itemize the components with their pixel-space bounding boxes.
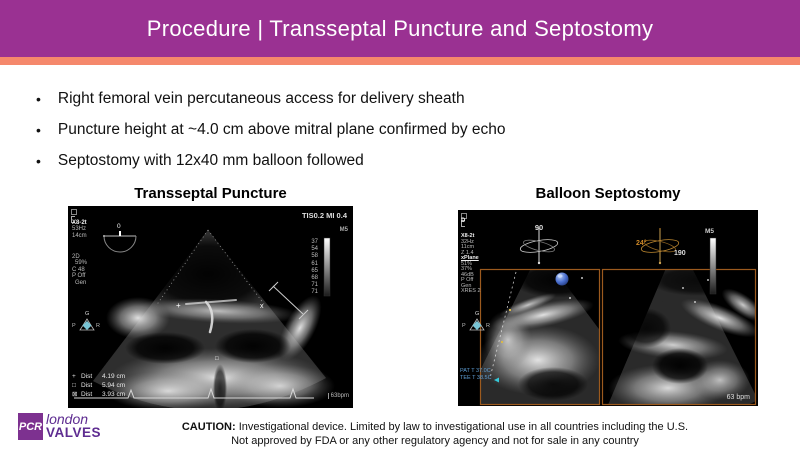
right-plane-angle: 190	[674, 250, 686, 257]
xres-value: XRES 2	[461, 288, 481, 294]
db-value: 46dB	[461, 271, 474, 278]
gain-value: 59%	[75, 260, 88, 267]
probe-settings	[461, 234, 481, 295]
svg-text:+: +	[176, 301, 181, 310]
tee-temp: TEE T 38.5C	[460, 374, 492, 381]
orientation-p-label: P	[72, 323, 76, 329]
right-plane-rotation: 24°	[636, 240, 647, 247]
heart-rate-readout: 63 bpm	[726, 394, 750, 401]
mode-label: 2D	[72, 254, 80, 260]
measurement-row: + Dist 4.19 cm	[72, 373, 126, 380]
orientation-g-label: G	[85, 311, 90, 317]
echo-image-balloon-septostomy	[458, 210, 758, 406]
plane-angle-value: 0	[117, 223, 121, 230]
bullet-item: • Septostomy with 12x40 mm balloon followed	[34, 152, 654, 170]
right-figure-caption: Balloon Septostomy	[535, 185, 681, 202]
left-plane-angle: 90	[534, 223, 544, 232]
tis-mi-readout: TIS0.2 MI 0.4	[301, 211, 347, 220]
zoom-factor: Z 1.4	[461, 249, 474, 256]
imaging-depth: 14cm	[72, 232, 87, 239]
caution-line-1: CAUTION: Investigational device. Limited by law to investigational use in all countries including the U.S.	[181, 421, 689, 433]
caution-text	[110, 420, 760, 448]
gain2-value: 37%	[461, 266, 473, 272]
pcr-logo-square: PCR	[18, 413, 43, 440]
mode-settings	[72, 254, 87, 286]
frame-rate: 53Hz	[72, 226, 87, 233]
caution-label: CAUTION:	[181, 421, 236, 433]
compress-value: C 48	[72, 266, 85, 273]
logo-text	[46, 413, 101, 440]
logo-valves: VALVES	[46, 425, 102, 440]
slide-title: Procedure | Transseptal Puncture and Septostomy	[146, 15, 654, 41]
patient-temp: PAT T 37.0C	[460, 368, 491, 374]
measurement-row: □ Dist 5.94 cm	[72, 382, 126, 389]
orientation-r-label: R	[486, 323, 490, 329]
probe-settings	[72, 220, 87, 239]
accent-bar	[0, 57, 800, 65]
orientation-g-label: G	[475, 311, 480, 317]
caution-line-2: Not approved by FDA or any other regulatory agency and not for sale in any country	[231, 435, 639, 447]
svg-text:□: □	[215, 356, 219, 362]
corner-d-label: D	[461, 218, 466, 224]
grayscale-ticks: 37 54 58 61 65 68 71 71	[311, 239, 318, 296]
measurement-row: ⊠ Dist 3.93 cm	[72, 391, 126, 398]
bullet-item: • Right femoral vein percutaneous access for delivery sheath	[34, 90, 654, 108]
imaging-depth: 11cm	[461, 244, 475, 250]
frame-rate: 32Hz	[461, 238, 474, 245]
bullet-list	[34, 90, 654, 183]
preset-value: Gen	[75, 279, 87, 286]
heart-rate-readout: 63bpm	[328, 393, 349, 399]
persist-value: P Off	[72, 273, 86, 280]
gain-value: 51%	[461, 260, 473, 267]
transducer-label: M5	[339, 227, 348, 233]
probe-name: X8-2t	[72, 220, 87, 226]
slide-header	[0, 0, 800, 57]
distance-measurements	[72, 372, 125, 399]
xplane-mode-label: xPlane	[461, 255, 479, 261]
pcr-london-valves-logo	[18, 413, 101, 440]
logo-london: london	[46, 411, 89, 427]
svg-text:x: x	[260, 303, 264, 310]
left-figure-caption: Transseptal Puncture	[134, 185, 287, 202]
temperature-readouts	[460, 368, 492, 381]
persist-value: P Off	[461, 277, 474, 283]
echo-image-transseptal-puncture	[68, 206, 353, 408]
bullet-item: • Puncture height at ~4.0 cm above mitral plane confirmed by echo	[34, 121, 654, 139]
orientation-p-label: P	[462, 323, 466, 329]
preset-value: Gen	[461, 282, 472, 289]
echo-xplane-graphic	[458, 210, 758, 406]
probe-name: X8-2t	[461, 233, 475, 239]
transducer-label: M5	[705, 228, 715, 235]
orientation-r-label: R	[96, 323, 100, 329]
